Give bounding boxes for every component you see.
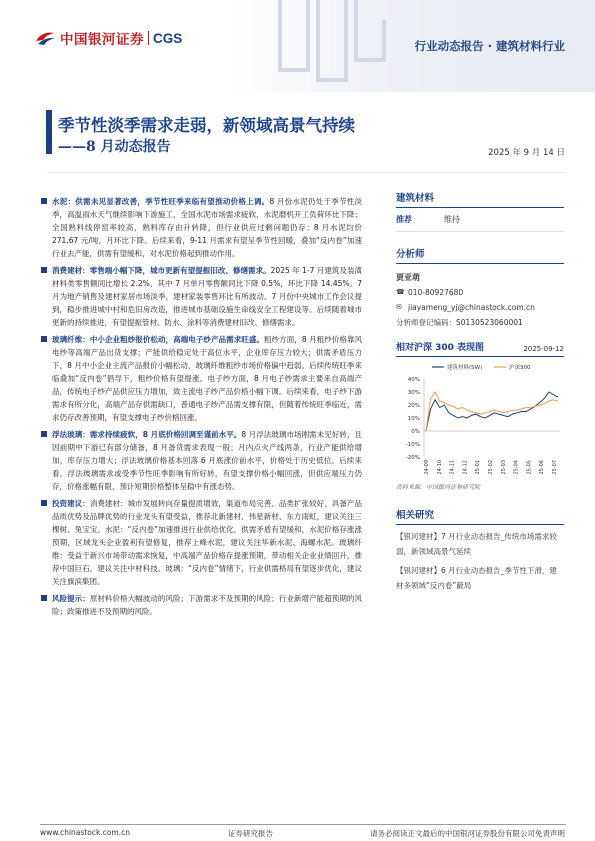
logo-en: CGS [153, 30, 183, 46]
item-text: 8 月份水泥仍处于季节性淡季，高温雨水天气继续影响下游施工，全国水泥市场需求疲软，水泥磨机开工负荷环比下降；全国熟料线停窑率较高，熟料库存由升转降，但行业供应过剩问题仍存；8 月水泥均价 271.67 元/吨，月环比下降。后续来看，9-11 月需求有望呈季节性回暖，叠加“反内卷”加速行业去产能，供需有望缓和，对水泥价格起到推动作用。 [52, 197, 363, 258]
page-header [0, 0, 595, 92]
summary-item [40, 497, 362, 588]
footer-disclaimer: 请务必阅读正文最后的中国银河证券股份有限公司免责声明 [370, 829, 565, 838]
footer-site[interactable]: www.chinastock.com.cn [40, 828, 130, 837]
title-divider [46, 172, 566, 173]
company-logo [34, 28, 182, 48]
related-list [396, 529, 564, 593]
item-heading: 水泥：供需未见显著改善，季节性旺季来临有望推动价格上调。 [52, 197, 270, 206]
series-line [426, 392, 558, 431]
summary-item [40, 333, 362, 424]
phone-icon: ☎ [396, 288, 405, 296]
title-accent-bar [46, 110, 52, 154]
chart-source: 资料来源：中国银河证券研究院 [396, 484, 481, 491]
analyst-title: 分析师 [396, 246, 564, 264]
bullet-icon [41, 267, 47, 273]
legend-label: 建筑材料(SW) [447, 365, 483, 371]
report-type: 行业动态报告 · 建筑材料行业 [414, 39, 565, 53]
item-heading: 风险提示： [52, 594, 90, 603]
chart-header [396, 340, 564, 357]
related-text: 7 月行业动态报告_传统市场需求较弱，新领域高景气延续 [396, 532, 557, 556]
logo-separator [148, 31, 149, 45]
related-source: 【银河建材】 [396, 566, 441, 575]
rating-row [396, 208, 564, 232]
summary-body [40, 195, 362, 622]
related-item[interactable] [396, 529, 564, 559]
x-tick-label: 25-02 [488, 460, 494, 475]
y-tick-label: 10% [407, 416, 420, 422]
report-title: 季节性淡季需求走弱，新领域高景气持续 [58, 116, 355, 135]
y-tick-label: 0% [411, 429, 420, 435]
performance-chart [396, 357, 564, 482]
x-tick-label: 24-12 [462, 460, 469, 475]
bullet-icon [41, 198, 47, 204]
email-row [396, 300, 564, 315]
chart-title: 相对沪深 300 表现图 [396, 343, 485, 353]
x-tick-label: 24-09 [424, 460, 430, 475]
x-tick-label: 24-11 [449, 460, 456, 475]
x-tick-label: 24-10 [436, 460, 443, 475]
chart-svg [396, 357, 564, 482]
y-tick-label: -20% [405, 455, 420, 461]
item-text: 原材料价格大幅波动的风险；下游需求不及预期的风险；行业新增产能超预期的风险；政策推进不及预期的风险。 [52, 594, 362, 616]
related-source: 【银河建材】 [396, 532, 441, 541]
analyst-email[interactable]: jiayameng_yj@chinastock.com.cn [408, 303, 535, 312]
bullet-icon [41, 500, 47, 506]
analyst-phone: 010-80927680 [408, 288, 464, 297]
item-text: 8 月浮法玻璃市场刚需未见好转，且因前期中下游已有部分储备，8 月备货需求表现一般；月内点火产线两条，行业产能供给增加，库存压力增大；浮法玻璃价格基本回落 6 月底涨价前水平，价格处于历史低位。后续来看，浮法玻璃需求或受季节性旺季影响有所好转，有望支撑价格小幅回涨，但供应端压力仍存，价格涨幅有限，预计短期价格整体呈稳中有涨态势。 [52, 430, 363, 491]
item-heading: 投资建议： [52, 499, 90, 508]
logo-mark-icon [34, 29, 56, 47]
analyst-info [396, 270, 564, 330]
summary-item [40, 428, 362, 493]
footer-divider [40, 824, 566, 825]
bullet-icon [41, 595, 47, 601]
x-tick-label: 25-05 [526, 460, 533, 475]
related-title: 相关研究 [396, 507, 564, 525]
rating-label: 推荐 [396, 215, 412, 224]
rating-value: 维持 [444, 215, 460, 224]
y-tick-label: 30% [407, 390, 420, 396]
x-tick-label: 25-06 [539, 460, 546, 475]
analyst-name: 贾亚萌 [396, 273, 420, 282]
footer-center: 证券研究报告 [228, 829, 273, 838]
series-line [426, 392, 558, 431]
chart-date: 2025-09-12 [523, 345, 564, 353]
bullet-icon [41, 431, 47, 437]
analyst-cert: 分析师登记编码：S0130523060001 [396, 318, 523, 327]
y-tick-label: -10% [405, 442, 420, 448]
x-tick-label: 25-03 [500, 460, 507, 475]
bullet-icon [41, 336, 47, 342]
item-text: 消费建材：城市发展转向存量提质增效，渠道布局完善、品类扩张较好、具备产品品质优势及品牌优势的行业龙头有望受益，推荐北新建材、伟星新材、东方雨虹，建议关注三棵树、兔宝宝。水泥：“反内卷”加速推进行业供给优化，供需矛盾有望缓和，水泥价格存涨涨预期，区域龙头企业盈利有望修复，推荐上峰水泥，建议关注华新水泥、海螺水泥。玻璃纤维：受益于新兴市场带动需求恢复，中高端产品价格存提涨预期，带动相关企业业绩回升，推荐中国巨石，建议关注中材科技。玻璃：“反内卷”情绪下，行业供需格局有望逐步优化，建议关注旗滨集团。 [52, 499, 362, 586]
related-item[interactable] [396, 563, 564, 593]
item-text: 2025 年 1-7 月建筑及装潢材料类零售额同比增长 2.2%，其中 7 月单月零售额同比下降 0.5%，环比下降 14.45%。7 月为地产销售及建材家居市场淡季，建材家装零售环比有所波动。7 月份中央城市工作会议提到，稳步推进城中村和危旧房改造，推进城市基础设施生命线安全工程建设等。后续随着城市更新的持续推进，有望提振管材、防水、涂料等消费建材旧改、修缮需求。 [52, 266, 363, 327]
y-tick-label: 40% [407, 377, 420, 383]
related-text: 6 月行业动态报告_季节性下滑，建材多领域“反内卷”蔽局 [396, 566, 557, 590]
email-icon: ✉ [396, 303, 402, 311]
item-heading: 玻璃纤维：中小企业粗纱报价松动，高端电子纱产品需求旺盛。 [52, 335, 264, 344]
item-heading: 浮法玻璃：需求持续疲软，8 月底价格回调至谨前水平。 [52, 430, 242, 439]
item-heading: 消费建材：零售端小幅下降，城市更新有望提振旧改、修缮需求。 [52, 266, 271, 275]
x-tick-label: 25-01 [475, 460, 482, 475]
x-tick-label: 25-07 [552, 460, 558, 475]
summary-item [40, 195, 362, 260]
y-tick-label: 20% [407, 403, 420, 409]
report-date: 2025 年 9 月 14 日 [488, 148, 565, 158]
legend-label: 沪深300 [509, 365, 531, 371]
x-tick-label: 25-04 [513, 460, 520, 475]
industry-title: 建筑材料 [396, 190, 564, 208]
logo-cn: 中国银河证券 [60, 32, 144, 48]
sidebar [396, 190, 564, 593]
summary-item [40, 264, 362, 329]
report-subtitle: ——8 月动态报告 [58, 139, 171, 155]
phone-row [396, 285, 564, 300]
summary-item [40, 592, 362, 618]
item-text: 粗纱方面，8 月粗纱价格靠风电纱等高端产品出货支撑；产能供给稳定处于高位水平，企业库存压力较大；供需矛盾压力下，8 月中小企业主流产品报价小幅松动，玻璃纤维粗纱市场价格偏中趋弱。后续传统旺季来临叠加“反内卷”倡导下，粗纱价格有望提涨。电子纱方面，8 月电子纱需求主要来自高端产品，传统电子纱产品供应压力增加，致主流电子纱产品价格小幅下调。后续来看，电子纱下游需求有所分化，高端产品存供需缺口，普通电子纱产品需支撑有限，但随着传统旺季临近，需求仍存改善预期，有望支撑电子纱价格回涨。 [52, 335, 363, 422]
